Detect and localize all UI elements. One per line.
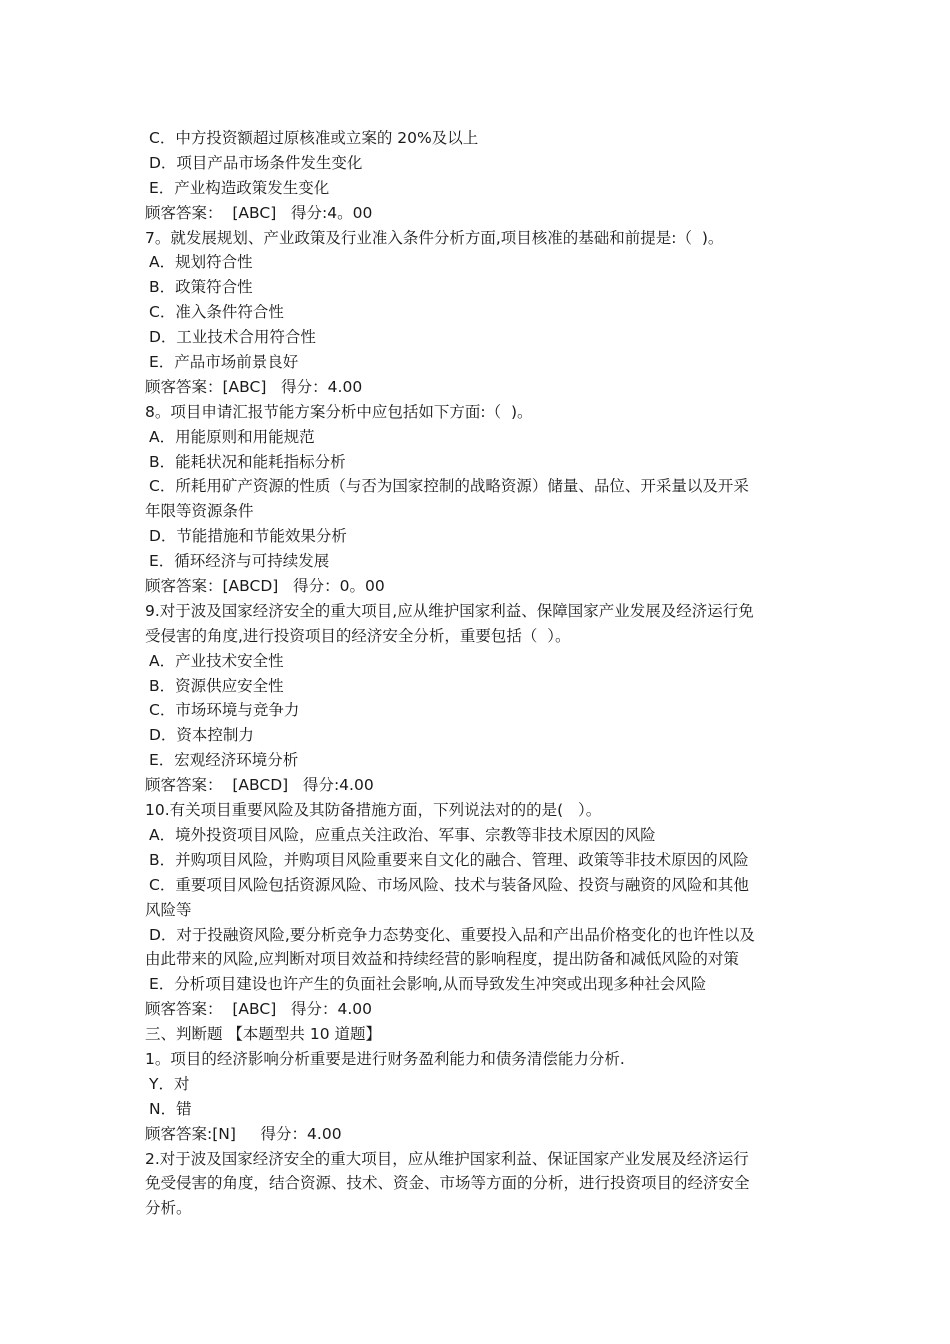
option-line: C．中方投资额超过原核准或立案的 20%及以上 bbox=[149, 129, 479, 147]
option-line: C．市场环境与竞争力 bbox=[149, 701, 300, 720]
option-line: C．所耗用矿产资源的性质（与否为国家控制的战略资源）储量、品位、开采量以及开采 bbox=[149, 477, 749, 496]
answer-line: 顾客答案： [ABC] 得分：4.00 bbox=[145, 1000, 373, 1019]
option-line: D．对于投融资风险,要分析竞争力态势变化、重要投入品和产出品价格变化的也许性以及 bbox=[149, 925, 755, 944]
document-page bbox=[145, 126, 813, 1221]
option-line: C．重要项目风险包括资源风险、市场风险、技术与装备风险、投资与融资的风险和其他 bbox=[149, 875, 749, 894]
continuation-line: 年限等资源条件 bbox=[145, 502, 254, 521]
option-line: E．分析项目建设也许产生的负面社会影响,从而导致发生冲突或出现多种社会风险 bbox=[149, 975, 707, 994]
option-line: D．工业技术合用符合性 bbox=[149, 328, 316, 347]
option-line: A．产业技术安全性 bbox=[149, 651, 284, 670]
continuation-line: 免受侵害的角度，结合资源、技术、资金、市场等方面的分析，进行投资项目的经济安全 bbox=[145, 1174, 750, 1193]
question-line: 8。项目申请汇报节能方案分析中应包括如下方面:（ )。 bbox=[145, 402, 533, 421]
option-line: E．产业构造政策发生变化 bbox=[149, 178, 330, 197]
option-line: D．项目产品市场条件发生变化 bbox=[149, 153, 363, 172]
continuation-line: 由此带来的风险,应判断对项目效益和持续经营的影响程度，提出防备和减低风险的对策 bbox=[145, 950, 739, 969]
answer-line: 顾客答案： [ABCD] 得分:4.00 bbox=[145, 776, 374, 795]
section-heading: 三、判断题 【本题型共 10 道题】 bbox=[145, 1025, 382, 1044]
option-line: B．政策符合性 bbox=[149, 278, 253, 297]
question-line: 9.对于波及国家经济安全的重大项目,应从维护国家利益、保障国家产业发展及经济运行免 bbox=[145, 601, 754, 620]
continuation-line: 风险等 bbox=[145, 900, 192, 919]
question-line: 2.对于波及国家经济安全的重大项目，应从维护国家利益、保证国家产业发展及经济运行 bbox=[145, 1149, 749, 1168]
option-line: B．并购项目风险，并购项目风险重要来自文化的融合、管理、政策等非技术原因的风险 bbox=[149, 850, 749, 869]
answer-line: 顾客答案： [ABC] 得分:4。00 bbox=[145, 203, 373, 222]
option-line: A．用能原则和用能规范 bbox=[149, 427, 315, 446]
option-line: E．产品市场前景良好 bbox=[149, 353, 299, 372]
option-line: Y．对 bbox=[149, 1074, 190, 1093]
answer-line: 顾客答案：[ABC] 得分：4.00 bbox=[145, 377, 363, 396]
question-line: 7。就发展规划、产业政策及行业准入条件分析方面,项目核准的基础和前提是:（ )。 bbox=[145, 228, 724, 247]
continuation-line: 受侵害的角度,进行投资项目的经济安全分析，重要包括（ ）。 bbox=[145, 626, 571, 645]
answer-line: 顾客答案:[N] 得分：4.00 bbox=[145, 1124, 342, 1143]
option-line: D．节能措施和节能效果分析 bbox=[149, 527, 347, 546]
question-line: 10.有关项目重要风险及其防备措施方面，下列说法对的的是( ）。 bbox=[145, 801, 602, 820]
answer-line: 顾客答案：[ABCD] 得分：0。00 bbox=[145, 577, 385, 596]
option-line: B．能耗状况和能耗指标分析 bbox=[149, 452, 346, 471]
option-line: D．资本控制力 bbox=[149, 726, 254, 745]
question-line: 1。项目的经济影响分析重要是进行财务盈利能力和债务清偿能力分析. bbox=[145, 1049, 625, 1068]
option-line: C．准入条件符合性 bbox=[149, 303, 284, 322]
option-line: A．规划符合性 bbox=[149, 253, 253, 272]
option-line: N．错 bbox=[149, 1099, 192, 1118]
continuation-line: 分析。 bbox=[145, 1199, 192, 1218]
option-line: E．循环经济与可持续发展 bbox=[149, 552, 330, 571]
option-line: A．境外投资项目风险，应重点关注政治、军事、宗教等非技术原因的风险 bbox=[149, 825, 656, 844]
option-line: B．资源供应安全性 bbox=[149, 676, 284, 695]
option-line: E．宏观经济环境分析 bbox=[149, 751, 299, 770]
